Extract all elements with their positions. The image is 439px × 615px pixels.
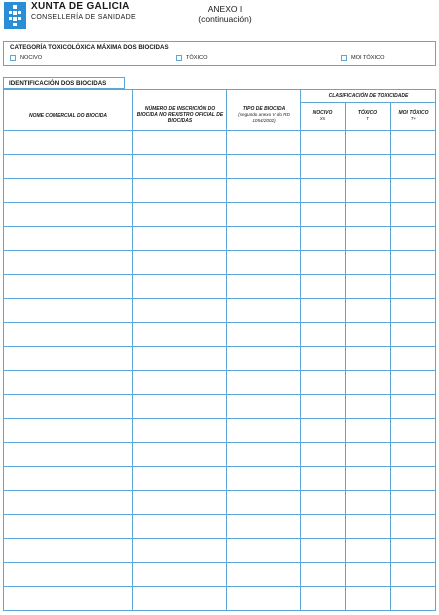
org-department: CONSELLERÍA DE SANIDADE — [31, 14, 136, 21]
annex-subtitle: (continuación) — [198, 14, 252, 24]
header-divider — [4, 130, 435, 131]
column-divider — [226, 90, 227, 610]
header-divider — [300, 102, 435, 103]
table-row-divider — [4, 466, 435, 467]
table-row-divider — [4, 370, 435, 371]
annex-heading — [180, 4, 270, 24]
table-row-divider — [4, 226, 435, 227]
col-moi-toxico — [390, 110, 437, 122]
col-moi-toxico-code: T+ — [410, 116, 417, 121]
table-row-divider — [4, 178, 435, 179]
col-toxico-code: T — [366, 116, 369, 121]
option-nocivo[interactable] — [10, 55, 42, 61]
table-row-divider — [4, 538, 435, 539]
option-label: NOCIVO — [20, 55, 43, 61]
table-row-divider — [4, 442, 435, 443]
col-toxico-label: TÓXICO — [357, 110, 378, 116]
toxico-checkbox[interactable] — [176, 55, 182, 61]
option-label: TÓXICO — [186, 55, 208, 61]
toxic-category-title: CATEGORÍA TOXICOLÓXICA MÁXIMA DOS BIOCIDAS — [10, 44, 169, 51]
col-biocide-type-note: (segundo anexo V do RD 1054/2002) — [238, 112, 290, 123]
table-row-divider — [4, 322, 435, 323]
table-row-divider — [4, 154, 435, 155]
col-moi-toxico-label: MOI TÓXICO — [398, 110, 429, 116]
col-toxicity-group: CLASIFICACIÓN DE TOXICIDADE — [328, 93, 409, 99]
table-row-divider — [4, 586, 435, 587]
option-toxico[interactable] — [176, 55, 207, 61]
col-biocide-type-title: TIPO DE BIOCIDA — [242, 106, 286, 112]
org-name: XUNTA DE GALICIA — [31, 1, 130, 12]
option-moi-toxico[interactable] — [341, 55, 384, 61]
table-row-divider — [4, 394, 435, 395]
table-row-divider — [4, 490, 435, 491]
table-row-divider — [4, 202, 435, 203]
col-nocivo-label: NOCIVO — [312, 110, 333, 116]
col-toxico — [345, 110, 390, 122]
column-divider — [132, 90, 133, 610]
column-divider — [300, 90, 301, 610]
table-row-divider — [4, 514, 435, 515]
col-registry-number: NÚMERO DE INSCRICIÓN DO BIOCIDA NO REXISTRO OFICIAL DE BIOCIDAS — [136, 106, 224, 124]
nocivo-checkbox[interactable] — [10, 55, 16, 61]
identification-title: IDENTIFICACIÓN DOS BIOCIDAS — [3, 77, 125, 89]
col-nocivo — [300, 110, 345, 122]
table-row-divider — [4, 250, 435, 251]
annex-title: ANEXO I — [207, 4, 243, 14]
biocides-table — [3, 89, 436, 611]
table-row-divider — [4, 298, 435, 299]
table-row-divider — [4, 562, 435, 563]
table-row-divider — [4, 418, 435, 419]
col-commercial-name: NOME COMERCIAL DO BIOCIDA — [29, 113, 107, 119]
option-label: MOI TÓXICO — [351, 55, 385, 61]
moi-toxico-checkbox[interactable] — [341, 55, 347, 61]
col-nocivo-code: Xn — [319, 116, 326, 121]
xunta-logo-icon — [4, 2, 26, 29]
table-row-divider — [4, 274, 435, 275]
col-biocide-type — [228, 106, 300, 124]
table-row-divider — [4, 346, 435, 347]
toxic-category-section — [3, 41, 436, 66]
